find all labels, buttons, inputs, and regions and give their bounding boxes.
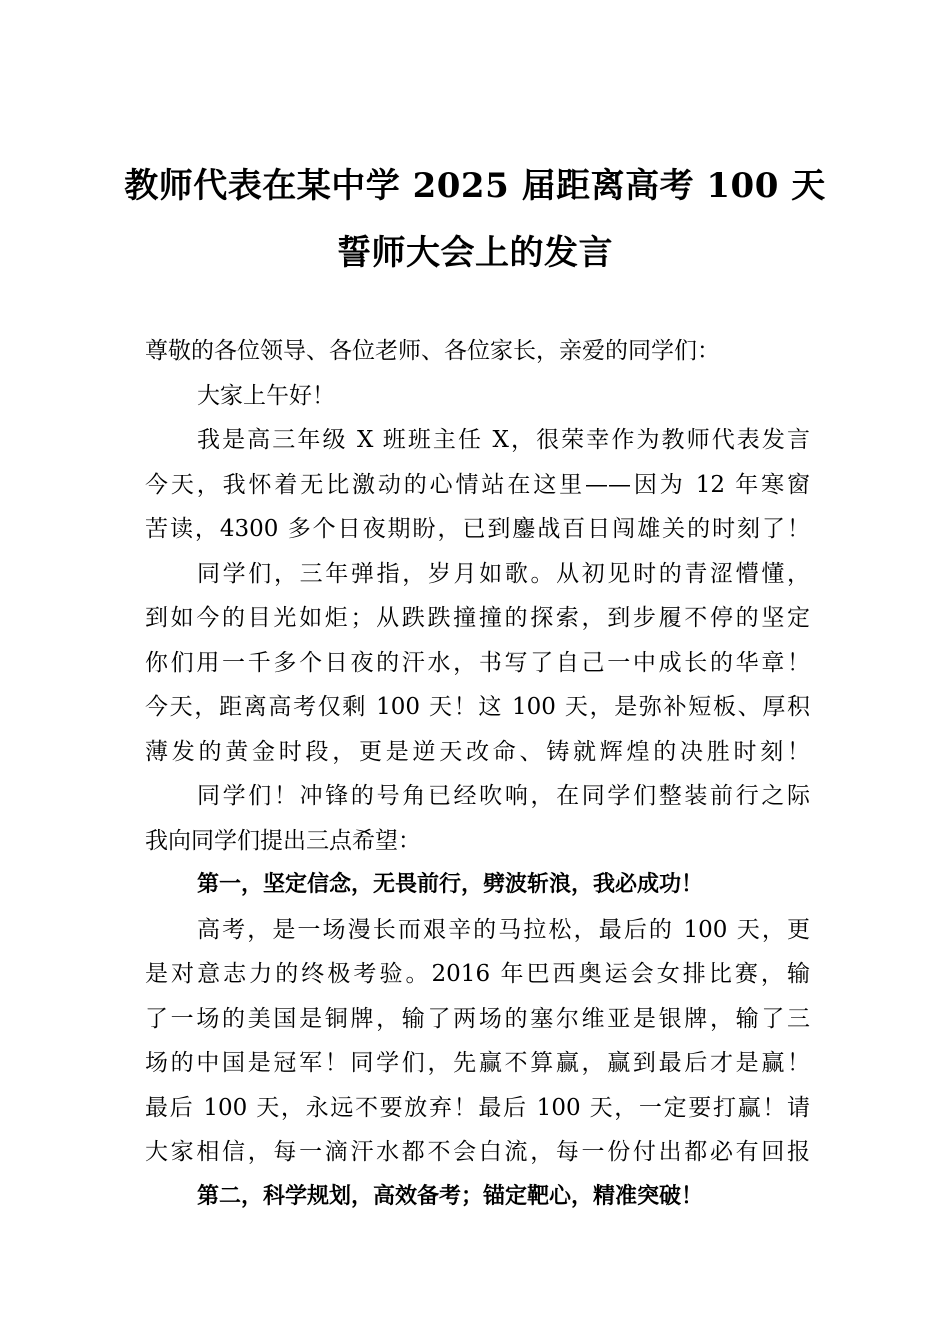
body-line: 最后 100 天，永远不要放弃！最后 100 天，一定要打赢！请 [145,1095,810,1121]
body-line: 了一场的美国是铜牌，输了两场的塞尔维亚是银牌，输了三 [145,1006,810,1032]
body-line: 我向同学们提出三点希望： [145,828,421,854]
body-line: 薄发的黄金时段，更是逆天改命、铸就辉煌的决胜时刻！ [145,739,810,765]
salutation: 尊敬的各位领导、各位老师、各位家长，亲爱的同学们： [145,338,720,364]
body-line: 你们用一千多个日夜的汗水，书写了自己一中成长的华章！ [145,650,810,676]
body-line: 今天，我怀着无比激动的心情站在这里——因为 12 年寒窗 [145,472,810,498]
body-line: 高考，是一场漫长而艰辛的马拉松，最后的 100 天，更 [197,917,810,943]
body-line: 是对意志力的终极考验。2016 年巴西奥运会女排比赛，输 [145,961,810,987]
section-heading-1: 第一，坚定信念，无畏前行，劈波斩浪，我必成功！ [197,872,704,897]
greeting: 大家上午好！ [197,383,335,409]
document-title-line-2: 誓师大会上的发言 [337,233,613,273]
body-line: 我是高三年级 X 班班主任 X，很荣幸作为教师代表发言 [197,427,810,453]
section-heading-2: 第二，科学规划，高效备考；锚定靶心，精准突破！ [197,1184,704,1209]
document-title-line-1: 教师代表在某中学 2025 届距离高考 100 天 [124,166,826,206]
body-line: 今天，距离高考仅剩 100 天！这 100 天，是弥补短板、厚积 [145,694,810,720]
body-line: 大家相信，每一滴汗水都不会白流，每一份付出都必有回报 [145,1139,810,1165]
body-line: 到如今的目光如炬；从跌跌撞撞的探索，到步履不停的坚定 [145,605,810,631]
body-line: 同学们！冲锋的号角已经吹响，在同学们整装前行之际 [197,783,810,809]
body-line: 苦读，4300 多个日夜期盼，已到鏖战百日闯雄关的时刻了！ [145,516,810,542]
body-line: 场的中国是冠军！同学们，先赢不算赢，赢到最后才是赢！ [145,1050,810,1076]
body-line: 同学们，三年弹指，岁月如歌。从初见时的青涩懵懂， [197,561,810,587]
